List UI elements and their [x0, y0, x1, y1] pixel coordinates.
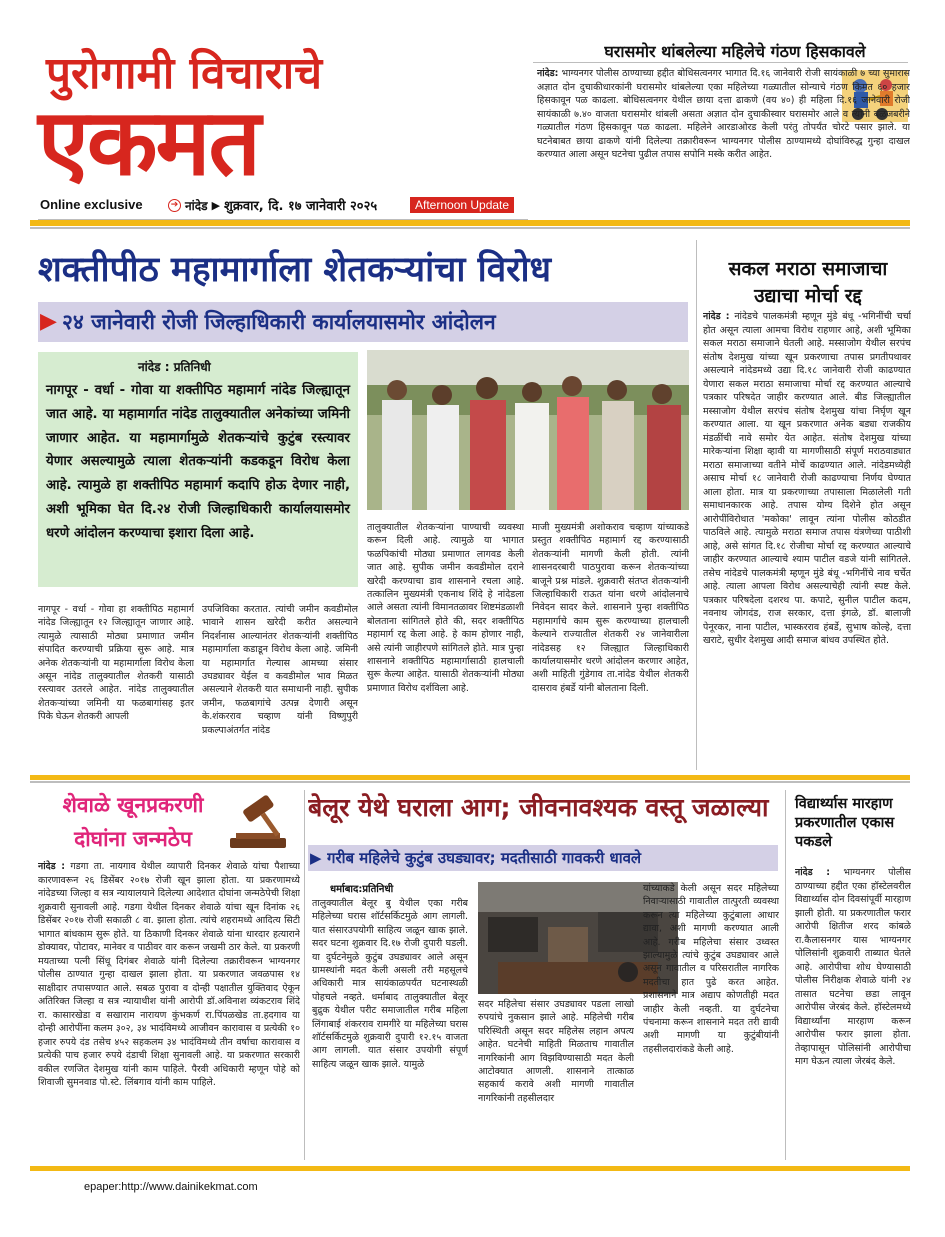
- masthead-location: नांदेड: [185, 198, 208, 213]
- lead-byline: नांदेड : प्रतिनिधी: [138, 360, 211, 374]
- top-story-rule: [533, 62, 908, 63]
- right-story-body: [703, 310, 911, 772]
- right-story-text: नांदेडचे पालकमंत्री म्हणून मुंडे बंधू -भगिनींची चर्चा होत असून त्याला आमचा विरोध राहणार आहे, अशी भूमिका सकल मराठा समाजाने घेतली आहे. मस्साजोग येथील सरपंच संतोष देशमुख यांच्या खून प्रकरणाचा तपास प्रगतीपथावर असल्याने नांदेडमध्ये उद्या दि.१८ जानेवारी रोजी काढण्यात येणारा सकल मराठा समाजाचा मोर्चा रद्द करण्यात आल्याचे पत्रकार परिषदेत जाहीर करण्यात आले. बीड जिल्ह्यातील मस्साजोग येथील सरपंच संतोष देशमुख यांचा निर्घृण खून करण्यात आला. या खून प्रकरणात अनेक बड्या राजकीय मंडळींची नावे समोर येत आहेत. संतोष देशमुख यांच्या मारेकऱ्यांना शिक्षा व्हावी या मागणीसाठी संपूर्ण मराठवाड्यात मराठा समाजाच्या वतीने मोर्चे काढण्यात आले. नांदेडमध्येही असाच मोर्चा १८ जानेवारी रोजी काढण्याचा निर्णय घेण्यात आला होता. मात्र या प्रकरणाच्या तपासाला मिळालेली गती समाधानकारक आहे. तपास योग्य दिशेने होत असून आरोपींविरोधात 'मकोका' लावून त्यांना पोलीस कोठडीत पाठविले आहे. त्यामुळे मराठा समाज तपास यंत्रणेच्या पाठीशी आहे, असे सांगत दि.१८ रोजीचा मोर्चा रद्द करण्यात आल्याचे जाहीर करण्यात आल्याचे श्याम पाटील वडजे यांनी सांगितले. तसेच नांदेडचे पालकमंत्री म्हणून मुंडे बंधू -भगिनींचे नाव चर्चेत आहे. त्याला आपला विरोध असल्याचेही त्यांनी स्पष्ट केले. पत्रकार परिषदेला दशरथ पा. कपाटे, सुनील पाटील कदम, नवनाथ जोगदंड, राज सरकार, दत्ता इंगळे, डॉ. बालाजी पेनूरकर, नाना पाटील, भास्करराव हंबर्डे, सुभाष कोल्हे, दत्ता खराटे, सुधीर देशमुख आदी समाज बांधव उपस्थित होते.: [703, 311, 911, 646]
- student-story-body: [795, 866, 911, 1161]
- footer-epaper-link[interactable]: epaper:http://www.dainikekmat.com: [84, 1181, 258, 1193]
- top-story-text: भाग्यनगर पोलीस ठाण्याच्या हद्दीत बोधिसत्वनगर भागात दि.१६ जानेवारी रोजी सायंकाळी ७ च्या सुमारास अज्ञात दोन दुचाकीधारकांनी घरासमोर थांबलेल्या एका महिलेच्या गळ्यातील सोन्याचे गंठण किमत ६० हजार हिसकावून पळ काढला. बोधिसत्वनगर येथील छाया दत्ता ढाकणे (वय ४०) ही महिला दि.१६ जानेवारी रोजी सायंकाळी ७.४० वाजता घरासमोर थांबली असता अज्ञात दोन दुचाकीस्वार घरासमोर आले व त्यांनी बळजबरीने गळ्यातील गंठण हिसकावून पळ काढला. महिलेने आरडाओरड केली परंतु तोपर्यंत चोरटे पसार झाले. या घटनेबाबत छाया ढाकणे यांनी दिलेल्या तक्रारीवरून भाग्यनगर पोलीस ठाण्यामध्ये दोघांविरुद्ध गुन्हा दाखल करण्यात आला असून घटनेचा पुढील तपास सपोनि मस्के करीत आहेत.: [537, 68, 910, 160]
- top-story-dateline: नांदेड:: [537, 68, 559, 79]
- afternoon-update-badge: Afternoon Update: [410, 197, 514, 213]
- play-icon: ▶: [211, 198, 221, 212]
- lead-column-4: माजी मुख्यमंत्री अशोकराव चव्हाण यांच्याकडे प्रस्तुत शक्तीपिठ महामार्ग रद्द करण्यासाठी शेतकऱ्यांनी मागणी केली होती. त्यांनी शासनदरबारी पाठपुरावा करून शेतकऱ्यांच्या बाजूने प्रश्न मांडले. शुक्रवारी संतप्त शेतकऱ्यांनी जिल्हाधिकारी राऊत यांना धरणे आंदोलनाचे निवेदन सादर केले. शासनाने पुन्हा शक्तीपिठ महामार्गाचे काम सुरू करण्याच्या हालचाली केल्याने राज्यातील शेतकरी २४ जानेवारीला नांदेडसह १२ जिल्ह्यात जिल्हाधिकारी कार्यालयासमोर धरणे आंदोलन करणार आहेत, अशी माहिती गुंडेगाव ता.नांदेड येथील शेतकरी दासराव हंबर्डे यांनी बोलताना दिली.: [532, 522, 689, 694]
- fire-headline: बेलूर येथे घराला आग; जीवनावश्यक वस्तू जळाल्या: [308, 793, 769, 822]
- masthead-tagline: पुरोगामी विचाराचे: [46, 48, 323, 99]
- murder-story-dateline: नांदेड :: [38, 861, 66, 872]
- bottom-separator-1: [304, 790, 305, 1160]
- top-story-headline: घरासमोर थांबलेल्या महिलेचे गंठण हिसकावले: [604, 42, 866, 61]
- top-story-body: [537, 67, 910, 229]
- footer-bar: [30, 1166, 910, 1171]
- gavel-icon: [222, 790, 298, 852]
- murder-headline-2: दोघांना जन्मठेप: [74, 827, 192, 851]
- lead-intro: नागपूर - वर्धा - गोवा या शक्तीपिठ महामार्ग नांदेड जिल्ह्यातून जात आहे. या महामार्गात नांदेड तालुक्यातील अनेकांच्या जमिनी जाणार आहेत. या महामार्गामुळे शेतकऱ्यांचे कुटुंब रस्त्यावर येणार असल्यामुळे त्याला शेतकऱ्यांनी कडकडून विरोध केला आहे. त्यामुळे हा शक्तीपिठ महामार्ग कदापि होऊ देणार नाही, अशी भूमिका घेत दि.२४ रोजी जिल्हाधिकारी कार्यालयासमोर धरणे आंदोलन करण्याचा इशारा दिला आहे.: [46, 383, 350, 541]
- fire-column-3: यांच्याकडे केली असून सदर महिलेच्या निवाऱ्यासाठी गावातील तात्पुरती व्यवस्था करून त्या महिलेच्या कुटुंबाला आधार द्यावा, अशी मागणी करण्यात आली आहे. गरीब महिलेचा संसार उध्वस्त झाल्यामुळे त्यांचे कुटुंब उघड्यावर आले असून गावातील व परिसरातील नागरिक मदतीचा हात पुढे करत आहेत. प्रशासनाने मात्र अद्याप कोणतीही मदत जाहीर केली नव्हती. या दुर्घटनेचा पंचनामा करून शासनाने मदत तरी द्यावी अशी मागणी या कुटुंबीयांनी तहसीलदारांकडे केली आहे.: [643, 883, 779, 1055]
- fire-subheadline: गरीब महिलेचे कुटुंब उघड्यावर; मदतीसाठी गावकरी धावले: [327, 849, 642, 867]
- student-headline: विद्यार्थ्यास मारहाण प्रकरणातील एकास पकडले: [795, 796, 895, 850]
- section-divider-bottom-thin: [30, 781, 910, 783]
- farmers-protest-photo: [367, 350, 689, 510]
- murder-story-body: [38, 860, 300, 1162]
- masthead-name: एकमत: [38, 88, 259, 196]
- lead-intro-box: [38, 352, 358, 587]
- fire-byline: धर्माबाद:प्रतिनिधी: [330, 884, 394, 895]
- right-story-headline-1: सकल मराठा समाजाचा: [728, 258, 888, 280]
- bottom-separator-2: [785, 790, 786, 1160]
- masthead-date: शुक्रवार, दि. १७ जानेवारी २०२५: [224, 199, 378, 214]
- lead-subheadline: २४ जानेवारी रोजी जिल्हाधिकारी कार्यालयासमोर आंदोलन: [62, 310, 496, 334]
- lead-column-1: नागपूर - वर्धा - गोवा हा शक्तीपिठ महामार्ग नांदेड जिल्ह्यातून १२ जिल्ह्यातून जाणार आहे. त्यामुळे त्यासाठी मोठ्या प्रमाणात जमीन संपादित करण्याची प्रक्रिया सुरू आहे. मात्र अनेक शेतकऱ्यांनी या महामार्गाला विरोध केला असून नांदेड तालुक्यातील शेतकरी यासाठी रस्त्यावर उतरले आहेत. नांदेड तालुक्यातील शेतकऱ्यांच्या जमिनी या फळबागांसह इतर पिके घेऊन शेतकरी आपली: [38, 604, 194, 723]
- murder-story-text: गडगा ता. नायगाव येथील व्यापारी दिनकर शेवाळे यांचा पैशाच्या कारणावरून २६ डिसेंबर २०१७ रोजी खून झाला होता. या प्रकरणामध्ये नांदेडच्या जिल्हा व सत्र न्यायालयाने दिलेल्या आदेशात दोघांना जन्मठेपेची शिक्षा शुक्रवारी सुनावली आहे. गडगा येथील दिनकर शेवाळे यांचा खून दिनांक २६ डिसेंबर २०१७ रोजी सकाळी ८ वा. झाला होता. त्यांचे शहरामध्ये आदित्य सिटी भागात बांधकाम सुरू होते. या ठिकाणी दिनकर शेवाळे यांना धारदार हत्याराने डोक्यावर, पोटावर, मानेवर व पाठीवर वार करून जखमी ठार केले. या प्रकरणी मयताच्या पत्नी सिंधू दिगंबर शेवाळे यांनी दिलेल्या तक्रारीवरून भाग्यनगर पोलीस ठाण्यात गुन्हा दाखल झाला होता. या प्रकरणात जवळपास १४ साक्षीदार तपासण्यात आले. सबळ पुरावा व दोन्ही पक्षातील युक्तिवाद ऐकून अतिरिक्त जिल्हा व सत्र न्यायाधीश यांनी आरोपी डॉ.अविनाश व्यंकटराव शिंदे रा. कासारखेडा व सखाराम नारायण कुंभकर्ण रा.पिंपळखेड ता.हदगाव या दोन्ही आरोपींना कलम ३०२, ३४ भादंविमध्ये आजीवन कारावास व प्रत्येकी १० हजार रुपये दंड तसेच ४५२ सहकलम ३४ भादंविमध्ये तीन वर्षाचा कारावास व प्रत्येकी पाच हजार रुपये दंडाची शिक्षा सुनावली आहे. या प्रकरणात सरकारी वकील रणजित देशमुख यांनी काम पाहिले. पैरवी अधिकारी म्हणून पोहे को शिवाजी सुमनवाड पो.स्टे. लिंबगाव यांनी काम पाहिले.: [38, 861, 300, 1088]
- section-divider-bottom: [30, 775, 910, 780]
- fire-subheadline-arrow-icon: ▶: [310, 849, 322, 867]
- lead-right-separator: [696, 240, 697, 770]
- right-story-dateline: नांदेड :: [703, 311, 730, 322]
- fire-column-1: तालुक्यातील बेलूर बु येथील एका गरीब महिलेच्या घरास शॉर्टसर्किटमुळे आग लागली. यात संसारउपयोगी साहित्य जळून खाक झाले. सदर घटना शुक्रवार दि.१७ रोजी दुपारी घडली. या दुर्घटनेमुळे कुटुंब उघड्यावर आले असून ग्रामस्थांनी मदत केली असली तरी महसूलचे अधिकारी मात्र सायंकाळपर्यंत घटनास्थळी पोहचले नव्हते. धर्माबाद तालुक्यातील बेलूर बुद्रुक येथील परीट समाजातील गरीब महिला लिंगाबाई शंकरराव रामगीरे या महिलेच्या घरास शॉर्टसर्किटमुळे शुक्रवारी दुपारी १२.१५ वाजता आग लागली. यात संसार उपयोगी संपूर्ण साहित्य जळून खाक झाले. यामुळे: [312, 898, 468, 1070]
- arrow-circle-icon: ➔: [168, 199, 181, 212]
- student-story-text: भाग्यनगर पोलीस ठाण्याच्या हद्दीत एका हॉस्टेलवरील विद्यार्थ्यास दोन दिवसांपूर्वी मारहाण झाली होती. या प्रकरणातील फरार आरोपी क्षितीज शरद कांबळे रा.कैलासनगर यास भाग्यनगर पोलिसांनी शुक्रवारी ताब्यात घेतले आहे. आरोपीचा शोध घेण्यासाठी पोलीस निरीक्षक शेवाळे यांनी २४ तासात घटनेचा छडा लावून आरोपीस जेरबंद केले. हॉस्टेलमध्ये विद्यार्थ्यांना मारहाण करून आरोपीस फरार झाला होता. तेव्हापासून पोलिसांनी आरोपीचा माग घेऊन त्याला जेरबंद केले.: [795, 867, 911, 1067]
- online-exclusive-label: Online exclusive: [40, 197, 143, 212]
- lead-column-2: उपजिविका करतात. त्यांची जमीन कवडीमोल भावाने शासन खरेदी करीत असल्याने निदर्शनास आल्यानंतर शेतकऱ्यांनी शक्तीपिठ महामार्गाला कडाडून विरोध केला आहे. जमिनी या महामार्गात गेल्यास आमच्या संसार उघड्यावर येईल व कवडीमोल भाव मिळत असल्याने शेतकरी यात समाधानी नाही. सुपीक जमीन, फळबागांचे उत्पन्न देणारी असून के.शंकरराव चव्हाण यांनी विष्णुपुरी प्रकल्पाअंतर्गत नांदेड: [202, 604, 358, 736]
- lead-headline: शक्तीपीठ महामार्गाला शेतकऱ्यांचा विरोध: [38, 250, 552, 290]
- murder-headline-1: शेवाळे खूनप्रकरणी: [62, 793, 204, 817]
- dateline-bar: [168, 195, 377, 215]
- fire-column-2: सदर महिलेचा संसार उघड्यावर पडला लाखो रुपयांचे नुकसान झाले आहे. महिलेची गरीब परिस्थिती असून सदर महिलेस लहान अपत्य आहेत. घटनेची माहिती मिळताच गावातील नागरिकांनी आग विझविण्यासाठी मदत केली आटोक्यात आणली. शासनाने तात्काळ सहकार्य करावे अशी मागणी गावातील नागरिकांनी तहसीलदार: [478, 999, 634, 1104]
- lead-subheadline-arrow-icon: ▶: [40, 309, 57, 334]
- section-divider-top: [30, 220, 910, 226]
- student-story-dateline: नांदेड :: [795, 867, 831, 878]
- right-story-headline-2: उद्याचा मोर्चा रद्द: [754, 285, 862, 307]
- section-divider-top-thin: [30, 227, 910, 229]
- lead-column-3: तालुक्यातील शेतकऱ्यांना पाण्याची व्यवस्था करून दिली आहे. त्यामुळे या भागात फळपिकांची मोठ्या प्रमाणात लागवड केली जात आहे. सुपीक जमीन कवडीमोल दराने खरेदी करण्याचा डाव शासनाने रचला आहे. तत्कालिन मुख्यमंत्री एकनाथ शिंदे हे नांदेडला आले असता त्यांनी विमानतळावर शिष्टमंडळाशी बोलताना सांगितले होते की, सदर शक्तीपिठ महामार्ग रद्द केला आहे. हे काम होणार नाही, असे त्यांनी जाहीरपणे सांगितले होते. मात्र पुन्हा शासनाने शक्तीपिठ महामार्गासाठी हालचाली सुरू केल्या आहेत. यासाठी शेतकऱ्यांनी मोठ्या प्रमाणात विरोध दर्शविला आहे.: [367, 522, 524, 694]
